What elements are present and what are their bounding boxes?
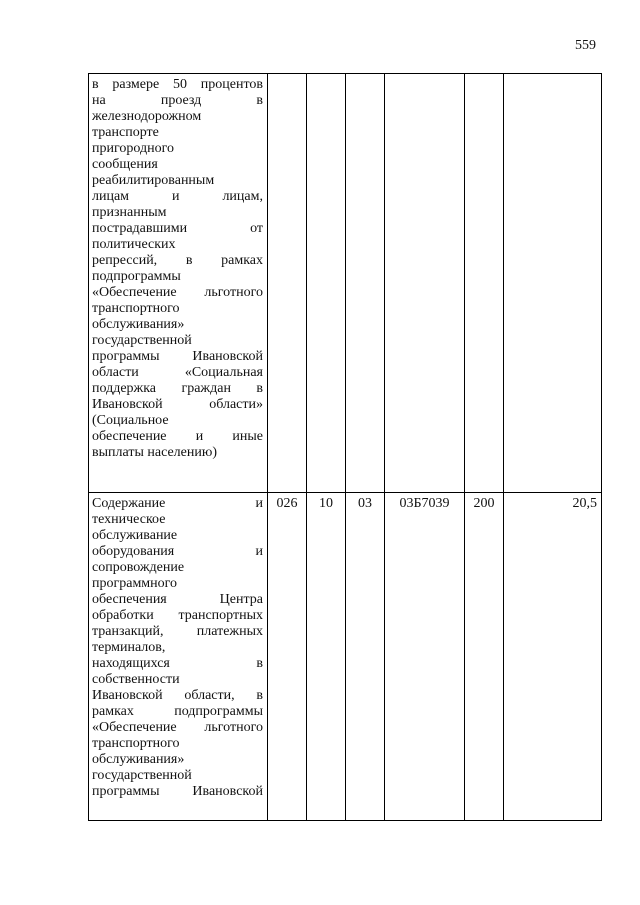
description-cell: [89, 493, 268, 821]
subsection-code-cell: 03: [346, 493, 385, 821]
description-line: транспортного: [92, 736, 180, 751]
description-line: реабилитированным: [92, 173, 215, 188]
table-row: [89, 493, 602, 821]
description-line: железнодорожном: [92, 109, 202, 124]
description-line: техническое: [92, 512, 166, 527]
description-line: государственной: [92, 333, 192, 348]
expense-type-cell: 200: [465, 493, 504, 821]
description-line: собственности: [92, 672, 180, 687]
subsection-code-cell: [346, 74, 385, 493]
description-line: выплаты населению): [92, 445, 217, 460]
amount-cell: [504, 74, 602, 493]
description-line: пригородного: [92, 141, 174, 156]
budget-table: [88, 73, 602, 821]
description-line: обслуживания»: [92, 317, 185, 332]
description-line: находящихся в: [92, 656, 263, 671]
target-article-cell: 03Б7039: [385, 493, 465, 821]
description-line: программы Ивановской: [92, 784, 263, 799]
description-line: обеспечения Центра: [92, 592, 263, 607]
amount-cell: 20,5: [504, 493, 602, 821]
description-line: обслуживания»: [92, 752, 185, 767]
description-line: терминалов,: [92, 640, 166, 655]
description-line: Ивановской области»: [92, 397, 263, 412]
description-line: программного: [92, 576, 178, 591]
expense-type-cell: [465, 74, 504, 493]
description-line: обслуживание: [92, 528, 178, 543]
description-line: сообщения: [92, 157, 158, 172]
description-line: политических: [92, 237, 176, 252]
description-line: области «Социальная: [92, 365, 263, 380]
section-code-cell: 10: [307, 493, 346, 821]
table-row: [89, 74, 602, 493]
description-line: программы Ивановской: [92, 349, 263, 364]
description-line: государственной: [92, 768, 192, 783]
description-line: «Обеспечение льготного: [92, 285, 263, 300]
description-line: на проезд в: [92, 93, 263, 108]
description-line: Ивановской области, в: [92, 688, 263, 703]
description-line: обеспечение и иные: [92, 429, 263, 444]
description-line: подпрограммы: [92, 269, 181, 284]
description-line: обработки транспортных: [92, 608, 263, 623]
description-line: поддержка граждан в: [92, 381, 263, 396]
description-line: пострадавшими от: [92, 221, 263, 236]
section-code-cell: [307, 74, 346, 493]
description-line: репрессий, в рамках: [92, 253, 263, 268]
description-line: транспорте: [92, 125, 159, 140]
description-line: Содержание и: [92, 496, 263, 511]
description-line: рамках подпрограммы: [92, 704, 263, 719]
description-line: «Обеспечение льготного: [92, 720, 263, 735]
description-line: сопровождение: [92, 560, 185, 575]
ministry-code-cell: [268, 74, 307, 493]
description-line: (Социальное: [92, 413, 169, 428]
description-line: признанным: [92, 205, 167, 220]
description-line: лицам и лицам,: [92, 189, 263, 204]
page-number: 559: [575, 38, 596, 53]
ministry-code-cell: 026: [268, 493, 307, 821]
description-line: оборудования и: [92, 544, 263, 559]
description-cell: [89, 74, 268, 493]
target-article-cell: [385, 74, 465, 493]
description-line: транспортного: [92, 301, 180, 316]
description-line: в размере 50 процентов: [92, 77, 263, 92]
description-line: транзакций, платежных: [92, 624, 263, 639]
